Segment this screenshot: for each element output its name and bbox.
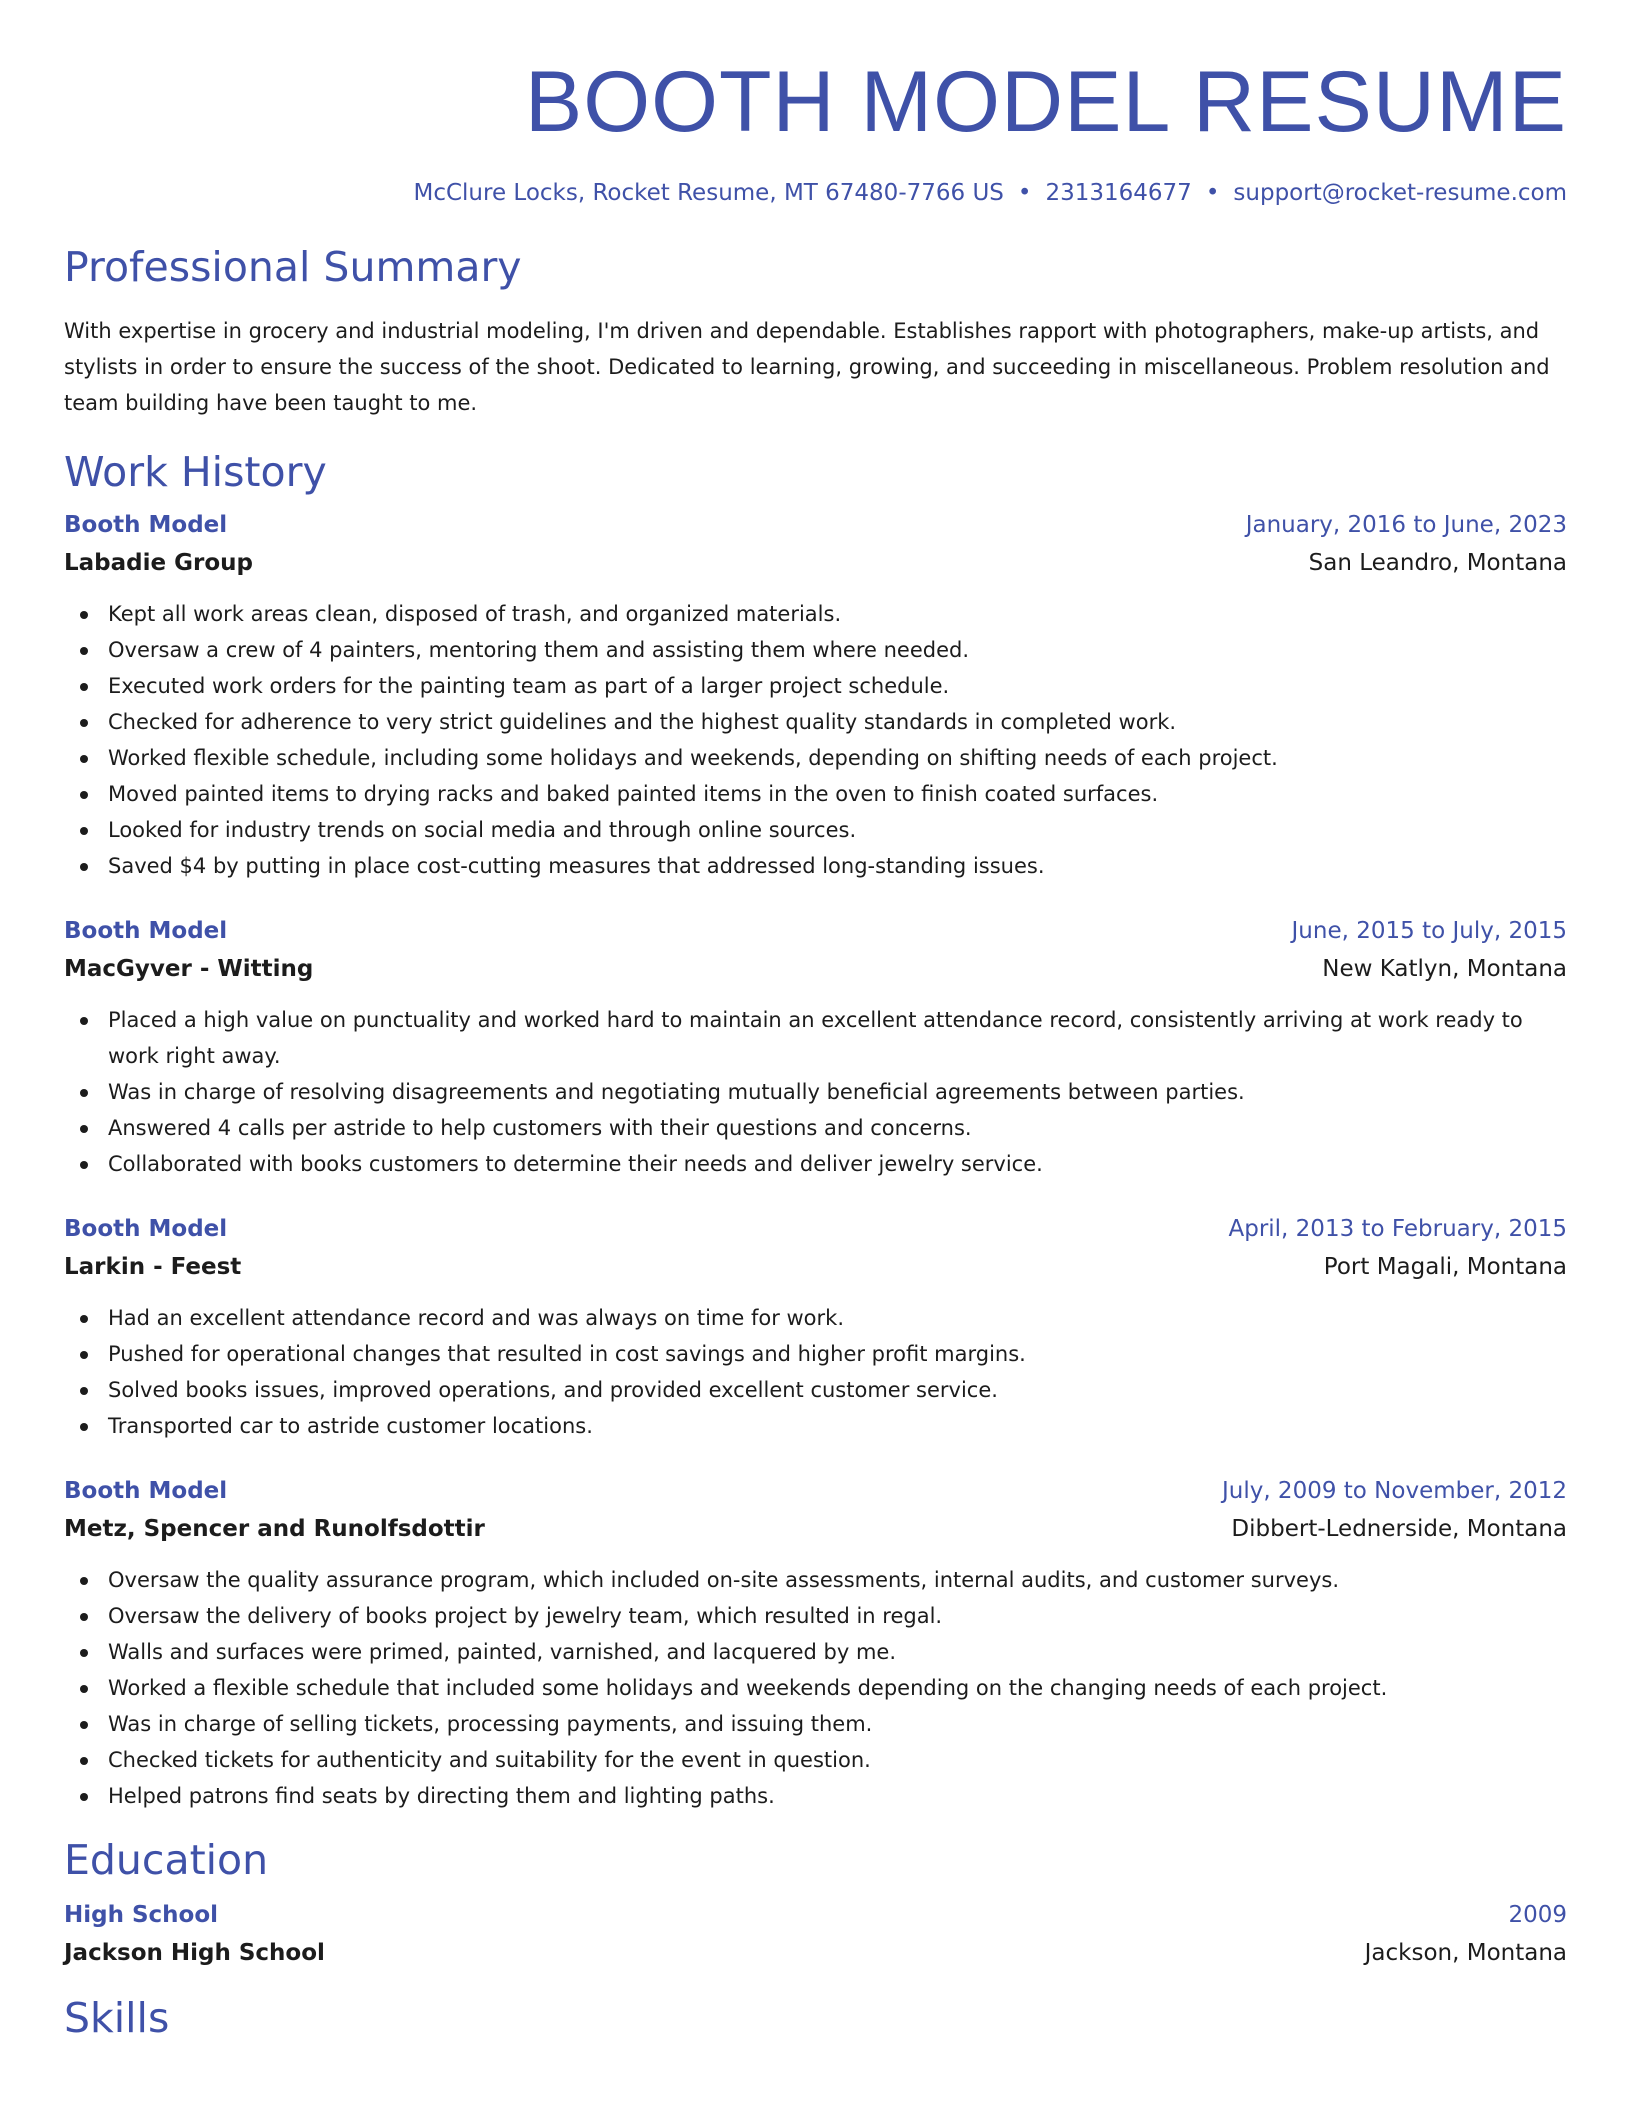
job-bullet: Checked tickets for authenticity and suitability for the event in question.	[64, 1742, 1567, 1778]
job-company: Labadie Group	[64, 550, 253, 576]
job-company-row	[64, 1510, 1567, 1548]
section-title-summary: Professional Summary	[64, 243, 522, 291]
job-location: Port Magali, Montana	[1323, 1254, 1567, 1280]
job-bullet: Transported car to astride customer locations.	[64, 1408, 1567, 1444]
job-bullets	[64, 1300, 1567, 1444]
section-title-education: Education	[64, 1836, 269, 1884]
job-bullet: Worked a flexible schedule that included some holidays and weekends depending on the changing needs of each project.	[64, 1670, 1567, 1706]
job-bullet: Was in charge of selling tickets, processing payments, and issuing them.	[64, 1706, 1567, 1742]
job-bullets	[64, 1002, 1567, 1182]
contact-address: McClure Locks, Rocket Resume, MT 67480-7766 US	[413, 180, 1004, 206]
resume-header	[64, 0, 1567, 208]
job-bullet: Helped patrons find seats by directing them and lighting paths.	[64, 1778, 1567, 1814]
job-role: Booth Model	[64, 1216, 228, 1242]
job-dates: July, 2009 to November, 2012	[1221, 1478, 1567, 1504]
job-entry	[64, 1472, 1567, 1814]
professional-summary-section	[64, 243, 1567, 421]
contact-separator: •	[1205, 180, 1220, 206]
job-bullet: Solved books issues, improved operations, and provided excellent customer service.	[64, 1372, 1567, 1408]
job-company: Metz, Spencer and Runolfsdottir	[64, 1516, 485, 1542]
job-dates: April, 2013 to February, 2015	[1228, 1216, 1567, 1242]
job-bullet: Oversaw the delivery of books project by jewelry team, which resulted in regal.	[64, 1598, 1567, 1634]
resume-name: BOOTH MODEL RESUME	[524, 54, 1567, 150]
job-bullet: Executed work orders for the painting team as part of a larger project schedule.	[64, 668, 1567, 704]
job-location: San Leandro, Montana	[1308, 550, 1567, 576]
job-entry	[64, 506, 1567, 884]
job-header-row	[64, 912, 1567, 950]
job-header-row	[64, 1472, 1567, 1510]
job-bullet: Checked for adherence to very strict guidelines and the highest quality standards in completed work.	[64, 704, 1567, 740]
job-company: MacGyver - Witting	[64, 956, 314, 982]
education-section	[64, 1836, 1567, 1972]
job-role: Booth Model	[64, 512, 228, 538]
section-title-work-history: Work History	[64, 448, 327, 496]
education-degree: High School	[64, 1902, 219, 1928]
education-school: Jackson High School	[64, 1940, 325, 1966]
job-company-row	[64, 1248, 1567, 1286]
job-bullet: Walls and surfaces were primed, painted, varnished, and lacquered by me.	[64, 1634, 1567, 1670]
job-company-row	[64, 950, 1567, 988]
job-dates: January, 2016 to June, 2023	[1245, 512, 1567, 538]
job-entry	[64, 1210, 1567, 1444]
job-role: Booth Model	[64, 1478, 228, 1504]
job-location: New Katlyn, Montana	[1322, 956, 1567, 982]
job-bullet: Had an excellent attendance record and was always on time for work.	[64, 1300, 1567, 1336]
education-school-row	[64, 1934, 1567, 1972]
contact-separator: •	[1017, 180, 1032, 206]
job-bullet: Pushed for operational changes that resulted in cost savings and higher profit margins.	[64, 1336, 1567, 1372]
job-bullet: Saved $4 by putting in place cost-cutting measures that addressed long-standing issues.	[64, 848, 1567, 884]
job-company: Larkin - Feest	[64, 1254, 242, 1280]
job-bullets	[64, 596, 1567, 884]
job-dates: June, 2015 to July, 2015	[1291, 918, 1567, 944]
job-entry	[64, 912, 1567, 1182]
job-bullet: Moved painted items to drying racks and baked painted items in the oven to finish coated surfaces.	[64, 776, 1567, 812]
job-bullet: Worked flexible schedule, including some holidays and weekends, depending on shifting needs of each project.	[64, 740, 1567, 776]
job-location: Dibbert-Lednerside, Montana	[1231, 1516, 1567, 1542]
job-bullet: Looked for industry trends on social media and through online sources.	[64, 812, 1567, 848]
job-bullet: Kept all work areas clean, disposed of trash, and organized materials.	[64, 596, 1567, 632]
job-bullet: Was in charge of resolving disagreements and negotiating mutually beneficial agreements between parties.	[64, 1074, 1567, 1110]
contact-phone[interactable]: 2313164677	[1045, 180, 1192, 206]
resume-page	[64, 0, 1567, 2042]
education-header-row	[64, 1896, 1567, 1934]
skills-section	[64, 1994, 1567, 2042]
job-bullet: Collaborated with books customers to determine their needs and deliver jewelry service.	[64, 1146, 1567, 1182]
job-header-row	[64, 506, 1567, 544]
job-company-row	[64, 544, 1567, 582]
job-bullet: Oversaw the quality assurance program, which included on-site assessments, internal audits, and customer surveys.	[64, 1562, 1567, 1598]
work-history-section	[64, 448, 1567, 1814]
job-bullet: Placed a high value on punctuality and worked hard to maintain an excellent attendance record, consistently arriving at work ready to work right away.	[64, 1002, 1567, 1074]
education-year: 2009	[1508, 1902, 1567, 1928]
contact-email[interactable]: support@rocket-resume.com	[1233, 180, 1567, 206]
job-bullet: Answered 4 calls per astride to help customers with their questions and concerns.	[64, 1110, 1567, 1146]
summary-text: With expertise in grocery and industrial modeling, I'm driven and dependable. Establishes rapport with photographers, make-up artists, and stylists in order to ensure the success of the shoot. Dedicated to learning, growing, and succeeding in miscellaneous. Problem resolution and team building have been taught to me.	[64, 319, 1550, 415]
education-location: Jackson, Montana	[1364, 1940, 1567, 1966]
job-role: Booth Model	[64, 918, 228, 944]
job-header-row	[64, 1210, 1567, 1248]
job-bullet: Oversaw a crew of 4 painters, mentoring them and assisting them where needed.	[64, 632, 1567, 668]
section-title-skills: Skills	[64, 1994, 170, 2042]
contact-line	[64, 178, 1567, 208]
job-bullets	[64, 1562, 1567, 1814]
